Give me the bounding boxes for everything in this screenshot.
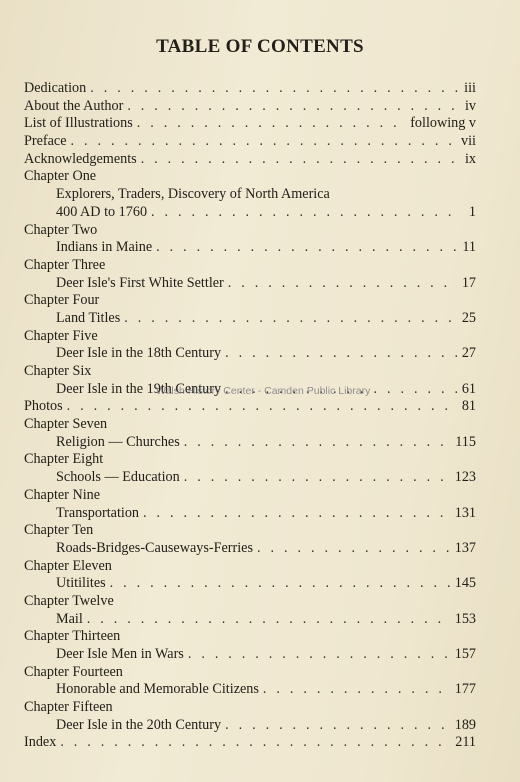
toc-entry-label: Chapter Ten: [24, 522, 94, 539]
toc-entry-label: Chapter Four: [24, 292, 100, 309]
toc-entry-label: Deer Isle's First White Settler: [56, 274, 224, 291]
toc-entry-label: Deer Isle in the 18th Century: [56, 345, 222, 362]
toc-entry: [24, 734, 476, 752]
toc-entry-label: Chapter One: [24, 168, 97, 185]
toc-entry: [24, 681, 476, 699]
toc-entry-label: List of Illustrations: [24, 115, 133, 132]
toc-entry-label: Roads-Bridges-Causeways-Ferries: [56, 539, 254, 556]
toc-entry-label: Photos: [24, 398, 63, 415]
toc-page-number: 177: [454, 681, 476, 698]
dot-leader: [137, 115, 406, 133]
toc-entry: [24, 540, 476, 558]
toc-entry-label: Deer Isle in the 20th Century: [56, 716, 222, 733]
dot-leader: [87, 611, 451, 629]
toc-entry: [24, 717, 476, 735]
toc-entry-label: Transportation: [56, 504, 140, 521]
dot-leader: [263, 681, 451, 699]
dot-leader: [257, 540, 451, 558]
toc-entry-label: About the Author: [24, 97, 124, 114]
toc-entry-label: Chapter Two: [24, 221, 98, 238]
toc-page-number: iv: [464, 97, 476, 114]
toc-entry-label: Religion — Churches: [56, 433, 180, 450]
toc-entry-label: Deer Isle in the 19th Century: [56, 380, 222, 397]
toc-entry: [24, 398, 476, 416]
toc-page-number: 211: [455, 734, 476, 751]
toc-heading: [24, 628, 476, 646]
table-of-contents: [24, 80, 476, 752]
toc-entry: [24, 115, 476, 133]
toc-entry-label: Chapter Seven: [24, 416, 108, 433]
toc-entry: [24, 133, 476, 151]
toc-page-number: 27: [461, 345, 476, 362]
toc-entry: [24, 469, 476, 487]
toc-entry-label: Indians in Maine: [56, 239, 153, 256]
toc-entry-label: 400 AD to 1760: [56, 203, 148, 220]
dot-leader: [228, 275, 458, 293]
toc-page-number: 17: [461, 274, 476, 291]
toc-heading: [24, 257, 476, 275]
toc-entry: [24, 646, 476, 664]
toc-entry-label: Chapter Eight: [24, 451, 104, 468]
toc-heading: [24, 699, 476, 717]
toc-heading: [24, 487, 476, 505]
toc-entry-label: Dedication: [24, 80, 87, 96]
toc-heading: [24, 222, 476, 240]
toc-heading: [24, 168, 476, 186]
toc-page-number: 131: [454, 504, 476, 521]
toc-entry-label: Chapter Eleven: [24, 557, 112, 574]
toc-entry-label: Acknowledgements: [24, 150, 137, 167]
toc-heading: [24, 363, 476, 381]
toc-entry-label: Chapter Fourteen: [24, 663, 123, 680]
toc-page-number: 81: [461, 398, 476, 415]
toc-entry: [24, 434, 476, 452]
toc-page-number: 189: [454, 716, 476, 733]
toc-heading: [24, 416, 476, 434]
dot-leader: [156, 239, 458, 257]
dot-leader: [124, 310, 458, 328]
toc-entry-label: Utitilites: [56, 575, 106, 592]
toc-entry-label: Explorers, Traders, Discovery of North America: [56, 186, 330, 203]
dot-leader: [143, 505, 451, 523]
toc-page-number: 137: [454, 539, 476, 556]
dot-leader: [225, 345, 458, 363]
toc-heading: [24, 292, 476, 310]
toc-page-number: 153: [454, 610, 476, 627]
dot-leader: [184, 469, 451, 487]
toc-page-number: 61: [461, 380, 476, 397]
toc-entry-label: Chapter Five: [24, 327, 98, 344]
toc-entry: [24, 611, 476, 629]
toc-heading: [24, 522, 476, 540]
toc-heading: [24, 186, 476, 204]
toc-entry-label: Chapter Nine: [24, 486, 101, 503]
toc-heading: [24, 593, 476, 611]
dot-leader: [151, 204, 458, 222]
dot-leader: [188, 646, 451, 664]
toc-entry-label: Preface: [24, 133, 67, 150]
toc-entry: [24, 310, 476, 328]
toc-entry: [24, 505, 476, 523]
toc-entry: [24, 239, 476, 257]
toc-entry-label: Chapter Three: [24, 256, 106, 273]
toc-entry-label: Land Titles: [56, 309, 121, 326]
toc-heading: [24, 451, 476, 469]
toc-page-number: 1: [468, 203, 476, 220]
toc-entry: [24, 151, 476, 169]
toc-page-number: vii: [461, 133, 476, 150]
toc-entry-label: Chapter Six: [24, 363, 92, 379]
dot-leader: [71, 133, 457, 151]
toc-heading: [24, 328, 476, 346]
watermark: Walsh History Center - Camden Public Library: [156, 385, 371, 397]
toc-entry: [24, 575, 476, 593]
toc-entry-label: Schools — Education: [56, 469, 180, 486]
toc-heading: [24, 558, 476, 576]
toc-page-number: 11: [462, 239, 476, 256]
toc-entry-label: Deer Isle Men in Wars: [56, 646, 184, 662]
toc-entry: [24, 204, 476, 222]
dot-leader: [67, 398, 458, 416]
page-title: TABLE OF CONTENTS: [156, 36, 364, 57]
toc-page-number: following v: [410, 115, 476, 132]
dot-leader: [127, 98, 458, 116]
toc-page-number: ix: [464, 150, 476, 167]
dot-leader: [60, 734, 451, 752]
toc-entry-label: Chapter Twelve: [24, 592, 114, 609]
dot-leader: [184, 434, 452, 452]
toc-entry-label: Mail: [56, 610, 83, 627]
toc-page-number: 157: [454, 646, 476, 662]
dot-leader: [141, 151, 458, 169]
dot-leader: [90, 80, 458, 98]
toc-heading: [24, 664, 476, 682]
toc-page-number: 145: [454, 575, 476, 592]
toc-page-number: iii: [464, 80, 476, 96]
toc-page-number: 115: [455, 433, 476, 450]
dot-leader: [110, 575, 451, 593]
toc-entry: [24, 98, 476, 116]
toc-page-number: 123: [454, 469, 476, 486]
toc-page-number: 25: [461, 309, 476, 326]
toc-entry: [24, 345, 476, 363]
dot-leader: [225, 717, 451, 735]
toc-entry-label: Chapter Fifteen: [24, 699, 113, 716]
toc-entry: [24, 275, 476, 293]
toc-entry-label: Honorable and Memorable Citizens: [56, 681, 259, 698]
toc-entry: [24, 80, 476, 98]
toc-entry-label: Chapter Thirteen: [24, 628, 121, 645]
toc-entry-label: Index: [24, 734, 57, 751]
